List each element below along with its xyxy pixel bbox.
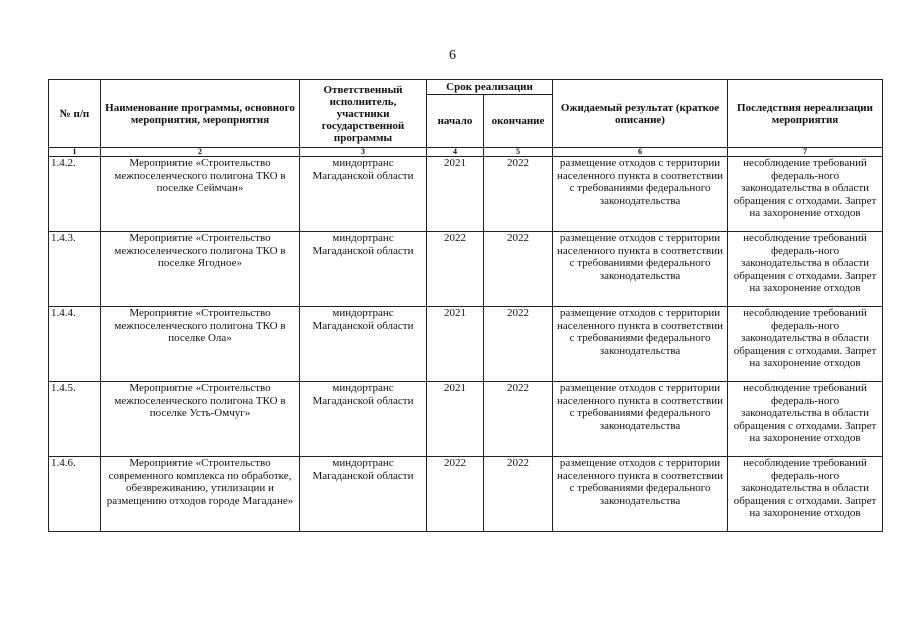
row-number: 1.4.5.	[49, 382, 101, 457]
end-year: 2022	[484, 457, 553, 532]
header-consequences: Последствия нереализации мероприятия	[728, 80, 883, 148]
executor: миндортранс Магаданской области	[300, 232, 427, 307]
measure-name: Мероприятие «Строительство межпоселенческого полигона ТКО в поселке Сеймчан»	[101, 157, 300, 232]
expected-result: размещение отходов с территории населенного пункта в соответствии с требованиями федерального законодательства	[553, 307, 728, 382]
header-name: Наименование программы, основного мероприятия, мероприятия	[101, 80, 300, 148]
executor: миндортранс Магаданской области	[300, 307, 427, 382]
start-year: 2022	[427, 457, 484, 532]
column-number: 1	[49, 148, 101, 157]
table-row	[49, 457, 883, 532]
consequences: несоблюдение требований федераль-ного законодательства в области обращения с отходами. Запрет на захоронение отходов	[728, 382, 883, 457]
end-year: 2022	[484, 307, 553, 382]
table-row	[49, 157, 883, 232]
measure-name: Мероприятие «Строительство межпоселенческого полигона ТКО в поселке Ола»	[101, 307, 300, 382]
expected-result: размещение отходов с территории населенного пункта в соответствии с требованиями федерального законодательства	[553, 457, 728, 532]
start-year: 2021	[427, 307, 484, 382]
end-year: 2022	[484, 232, 553, 307]
column-number: 4	[427, 148, 484, 157]
table-row	[49, 382, 883, 457]
column-number: 5	[484, 148, 553, 157]
row-number: 1.4.3.	[49, 232, 101, 307]
page-number: 6	[449, 48, 456, 63]
measure-name: Мероприятие «Строительство межпоселенческого полигона ТКО в поселке Усть-Омчуг»	[101, 382, 300, 457]
executor: миндортранс Магаданской области	[300, 157, 427, 232]
column-number: 3	[300, 148, 427, 157]
row-number: 1.4.4.	[49, 307, 101, 382]
consequences: несоблюдение требований федераль-ного законодательства в области обращения с отходами. Запрет на захоронение отходов	[728, 307, 883, 382]
header-end: окончание	[484, 95, 553, 148]
column-number: 6	[553, 148, 728, 157]
header-result: Ожидаемый результат (краткое описание)	[553, 80, 728, 148]
expected-result: размещение отходов с территории населенного пункта в соответствии с требованиями федерального законодательства	[553, 157, 728, 232]
measures-table	[48, 79, 883, 532]
table-row	[49, 232, 883, 307]
expected-result: размещение отходов с территории населенного пункта в соответствии с требованиями федерального законодательства	[553, 232, 728, 307]
table-row	[49, 307, 883, 382]
row-number: 1.4.2.	[49, 157, 101, 232]
column-number: 2	[101, 148, 300, 157]
end-year: 2022	[484, 382, 553, 457]
consequences: несоблюдение требований федераль-ного законодательства в области обращения с отходами. Запрет на захоронение отходов	[728, 157, 883, 232]
measure-name: Мероприятие «Строительство межпоселенческого полигона ТКО в поселке Ягодное»	[101, 232, 300, 307]
consequences: несоблюдение требований федераль-ного законодательства в области обращения с отходами. Запрет на захоронение отходов	[728, 232, 883, 307]
measure-name: Мероприятие «Строительство современного комплекса по обработке, обезвреживанию, утилизации и размещению отходов городе Магадане»	[101, 457, 300, 532]
column-number: 7	[728, 148, 883, 157]
start-year: 2021	[427, 157, 484, 232]
executor: миндортранс Магаданской области	[300, 457, 427, 532]
header-start: начало	[427, 95, 484, 148]
consequences: несоблюдение требований федераль-ного законодательства в области обращения с отходами. Запрет на захоронение отходов	[728, 457, 883, 532]
executor: миндортранс Магаданской области	[300, 382, 427, 457]
end-year: 2022	[484, 157, 553, 232]
start-year: 2022	[427, 232, 484, 307]
expected-result: размещение отходов с территории населенного пункта в соответствии с требованиями федерального законодательства	[553, 382, 728, 457]
header-period: Срок реализации	[427, 80, 553, 95]
header-executor: Ответственный исполнитель, участники государственной программы	[300, 80, 427, 148]
header-num: № п/п	[49, 80, 101, 148]
row-number: 1.4.6.	[49, 457, 101, 532]
start-year: 2021	[427, 382, 484, 457]
